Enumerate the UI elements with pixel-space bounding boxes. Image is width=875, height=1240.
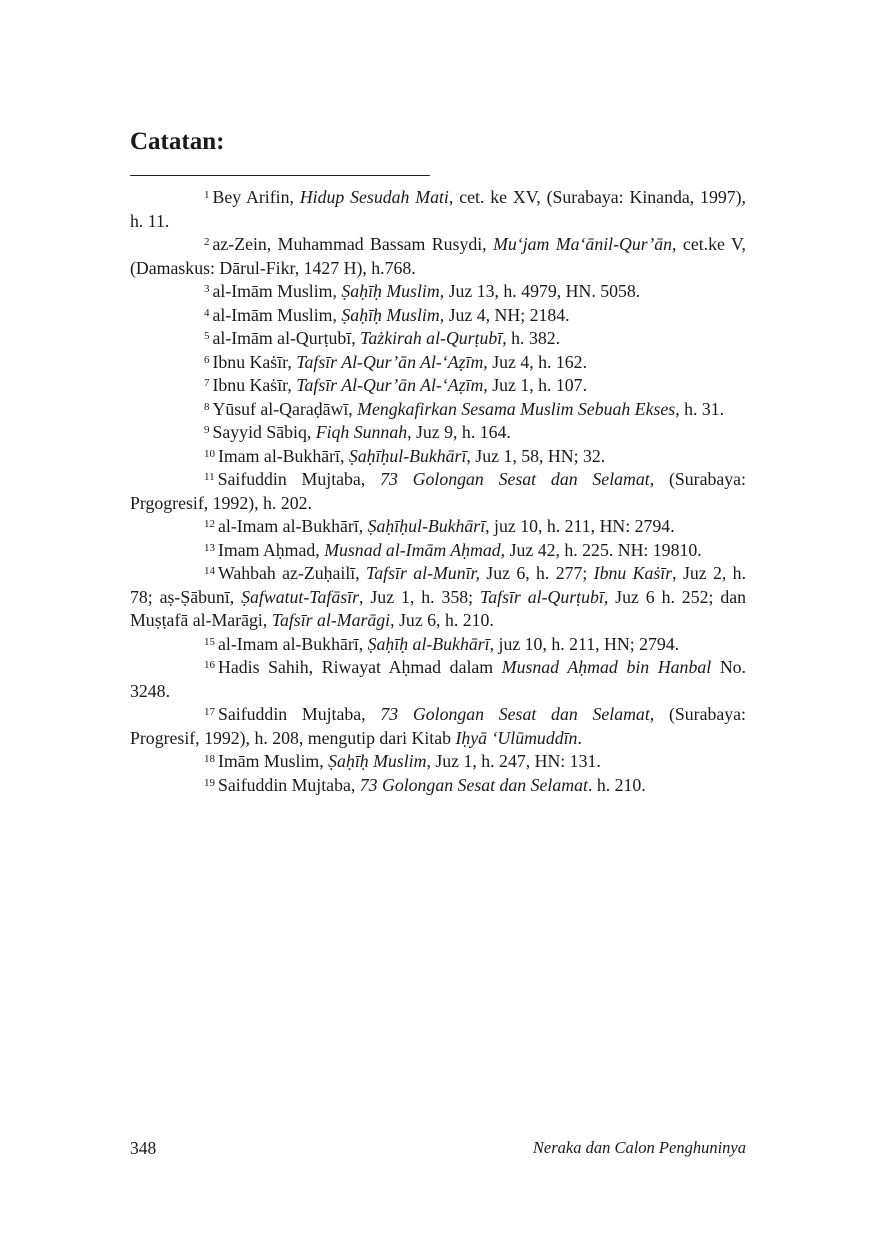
footnote-19	[130, 774, 746, 798]
footnote-number: 14	[204, 565, 215, 577]
footnote-10	[130, 445, 746, 469]
footnote-title-text: Ṣafwatut-Tafāsīr	[241, 586, 360, 607]
footnote-text: Wahbah az-Zuḥailī,	[218, 563, 367, 583]
footnote-4	[130, 304, 746, 328]
footnote-text: , Juz 13, h. 4979, HN. 5058.	[439, 281, 641, 301]
footnote-number: 10	[204, 447, 215, 460]
footnote-number: 2	[204, 236, 210, 248]
footnote-text: Imam al-Bukhārī,	[218, 445, 349, 466]
footnote-text: , Juz 42, h. 225. NH: 19810.	[500, 539, 702, 560]
footnote-title-text: Hidup Sesudah Mati	[299, 187, 449, 207]
footnote-title-text: Musnad al-Imām Aḥmad	[324, 539, 501, 560]
footnote-12	[130, 515, 746, 539]
footnote-text: .	[577, 727, 582, 748]
footnote-separator-rule	[130, 175, 430, 176]
footnote-text: , h. 382.	[502, 328, 561, 348]
footnote-text: , Juz 6, h. 210.	[390, 610, 494, 630]
footnote-number: 16	[204, 659, 215, 671]
footnote-text: Imām Muslim,	[218, 751, 329, 771]
footnote-text: Ibnu Kaṡīr,	[212, 375, 297, 395]
footnote-title-text: Fiqh Sunnah	[315, 422, 408, 442]
footnote-text: Saifuddin Mujtaba,	[218, 704, 381, 724]
footnote-title-text: Iḥyā ‘Ulūmuddīn	[455, 727, 578, 748]
footnote-number: 19	[204, 776, 215, 789]
footnote-2	[130, 233, 746, 280]
footnote-16	[130, 656, 746, 703]
footnote-text: , Juz 1, 58, HN; 32.	[466, 445, 606, 466]
footnote-title-text: Tażkirah al-Qurṭubī	[360, 328, 503, 348]
footnote-text: al-Imām Muslim,	[212, 281, 342, 301]
footnote-text: , (Surabaya: Progresif, 1992), h. 208, mengutip dari Kitab	[130, 704, 746, 748]
footnote-number: 15	[204, 635, 215, 648]
footnote-title-text: Ṣaḥīḥ Muslim,	[341, 304, 445, 325]
footnote-17	[130, 703, 746, 750]
footnote-text: Juz 4, h. 162.	[487, 351, 588, 372]
footnote-text: al-Imam al-Bukhārī,	[218, 516, 368, 536]
footnote-text: . h. 210.	[587, 774, 646, 795]
footnote-title-text: Ṣaḥīḥ Muslim	[328, 751, 427, 771]
page-heading: Catatan:	[130, 128, 225, 155]
footnote-text: No. 3248.	[130, 657, 747, 701]
page-number: 348	[130, 1138, 157, 1158]
footnote-text: , Juz 1, h. 358;	[359, 586, 480, 607]
footnote-text: , Juz 9, h. 164.	[407, 422, 511, 442]
footnote-6	[130, 351, 746, 375]
footnote-title-text: Ibnu Kaṡīr	[593, 563, 673, 583]
footnote-text: Juz 6, h. 277;	[479, 563, 594, 583]
footnote-title-text: 73 Golongan Sesat dan Selamat	[380, 469, 650, 489]
footnote-number: 13	[204, 541, 215, 554]
footnote-text: , cet.ke V, (Damaskus: Dārul-Fikr, 1427 H), h.768.	[130, 234, 746, 278]
footnote-3	[130, 280, 746, 304]
footnote-18	[130, 750, 746, 774]
footnote-11	[130, 468, 746, 515]
footnote-text: , (Surabaya: Prgogresif, 1992), h. 202.	[130, 469, 746, 513]
footnote-number: 7	[204, 377, 210, 389]
running-book-title: Neraka dan Calon Penghuninya	[532, 1138, 746, 1157]
footnote-text: , Juz 1, h. 247, HN: 131.	[426, 751, 601, 771]
footnote-title-text: Mengkafirkan Sesama Muslim Sebuah Ekses	[357, 398, 676, 419]
footnote-9	[130, 421, 746, 445]
footnote-number: 6	[204, 353, 210, 366]
footnote-text: , Juz 1, h. 107.	[483, 375, 588, 395]
footnote-number: 8	[204, 400, 210, 413]
footnote-number: 4	[204, 306, 210, 319]
footnote-text: Saifuddin Mujtaba,	[218, 774, 360, 795]
footnote-title-text: Tafsīr Al-Qur’ān Al-‘Aẓīm	[296, 375, 484, 395]
footnote-text: , Juz 2, h. 78; aṣ-Ṣābunī,	[130, 563, 747, 607]
footnote-text: al-Imam al-Bukhārī,	[218, 633, 368, 654]
footnote-text: Sayyid Sābiq,	[212, 422, 316, 442]
footnote-number: 17	[204, 706, 215, 718]
footnote-text: Juz 4, NH; 2184.	[444, 304, 570, 325]
footnote-title-text: Musnad Aḥmad bin Hanbal	[501, 657, 712, 677]
footnote-number: 18	[204, 753, 215, 765]
footnote-title-text: Ṣaḥīḥ al-Bukhārī	[367, 633, 490, 654]
footnote-text: Ibnu Kaṡīr,	[212, 351, 297, 372]
footnote-13	[130, 539, 746, 563]
footnote-title-text: Ṣaḥīḥ Muslim	[341, 281, 440, 301]
footnote-5	[130, 327, 746, 351]
footnote-number: 12	[204, 518, 215, 530]
footnote-number: 11	[204, 471, 215, 483]
footnote-title-text: 73 Golongan Sesat dan Selamat	[359, 774, 588, 795]
footnote-text: Yūsuf al-Qaraḍāwī,	[212, 398, 358, 419]
footnote-14	[130, 562, 746, 633]
footnote-text: Bey Arifin,	[212, 187, 300, 207]
footnote-text: , juz 10, h. 211, HN: 2794.	[485, 516, 675, 536]
footnote-15	[130, 633, 746, 657]
footnote-title-text: Tafsīr al-Marāgi	[271, 610, 391, 630]
footnote-text: , h. 31.	[675, 398, 725, 419]
footnote-number: 1	[204, 189, 210, 201]
footnote-text: al-Imām Muslim,	[212, 304, 342, 325]
footnote-title-text: 73 Golongan Sesat dan Selamat	[380, 704, 650, 724]
footnote-text: Saifuddin Mujtaba,	[217, 469, 381, 489]
footnote-text: Hadis Sahih, Riwayat Aḥmad dalam	[218, 657, 502, 677]
footnotes-list	[130, 186, 746, 797]
footnote-7	[130, 374, 746, 398]
footnote-number: 5	[204, 330, 210, 342]
footnote-title-text: Tafsīr al-Qurṭubī	[479, 586, 604, 607]
footnote-title-text: Ṣaḥīḥul-Bukhārī	[367, 516, 486, 536]
footnote-text: , Juz 6 h. 252; dan Muṣṭafā al-Marāgi,	[130, 586, 746, 630]
footnote-text: , cet. ke XV, (Surabaya: Kinanda, 1997), h. 11.	[130, 187, 746, 231]
footnote-text: al-Imām al-Qurṭubī,	[212, 328, 361, 348]
footnote-title-text: Tafsīr al-Munīr,	[366, 563, 480, 583]
footnote-number: 3	[204, 283, 210, 295]
footnote-text: , juz 10, h. 211, HN; 2794.	[489, 633, 680, 654]
footnote-title-text: Ṣaḥīḥul-Bukhārī	[348, 445, 467, 466]
footnote-text: az-Zein, Muhammad Bassam Rusydi,	[212, 234, 494, 254]
footnote-8	[130, 398, 746, 422]
footnote-title-text: Mu‘jam Ma‘ānil-Qur’ān	[493, 234, 673, 254]
footnote-1	[130, 186, 746, 233]
footnote-title-text: Tafsīr Al-Qur’ān Al-‘Aẓīm,	[296, 351, 488, 372]
footnote-text: Imam Aḥmad,	[218, 539, 325, 560]
footnote-number: 9	[204, 424, 210, 436]
